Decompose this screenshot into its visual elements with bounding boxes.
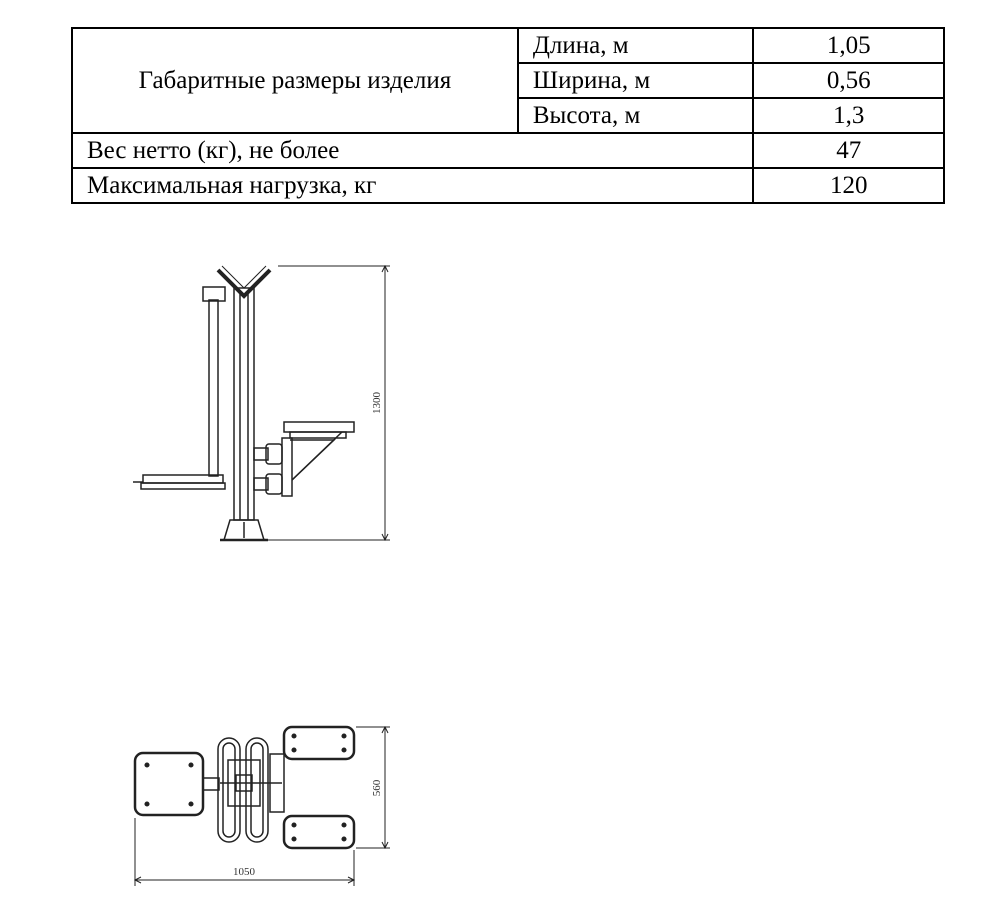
- max-load-label: Максимальная нагрузка, кг: [72, 168, 753, 203]
- width-dimension-label: 560: [371, 779, 383, 797]
- side-view-drawing: [133, 266, 390, 540]
- top-view-drawing: [135, 727, 390, 886]
- max-load-value: 120: [753, 168, 944, 203]
- weight-value: 47: [753, 133, 944, 168]
- width-value: 0,56: [753, 63, 944, 98]
- dimensions-label: Габаритные размеры изделия: [72, 28, 518, 133]
- length-dimension-label: 1050: [233, 866, 255, 878]
- length-label: Длина, м: [518, 28, 754, 63]
- weight-label: Вес нетто (кг), не более: [72, 133, 753, 168]
- height-label: Высота, м: [518, 98, 754, 133]
- height-value: 1,3: [753, 98, 944, 133]
- width-label: Ширина, м: [518, 63, 754, 98]
- length-value: 1,05: [753, 28, 944, 63]
- height-dimension-label: 1300: [371, 392, 383, 414]
